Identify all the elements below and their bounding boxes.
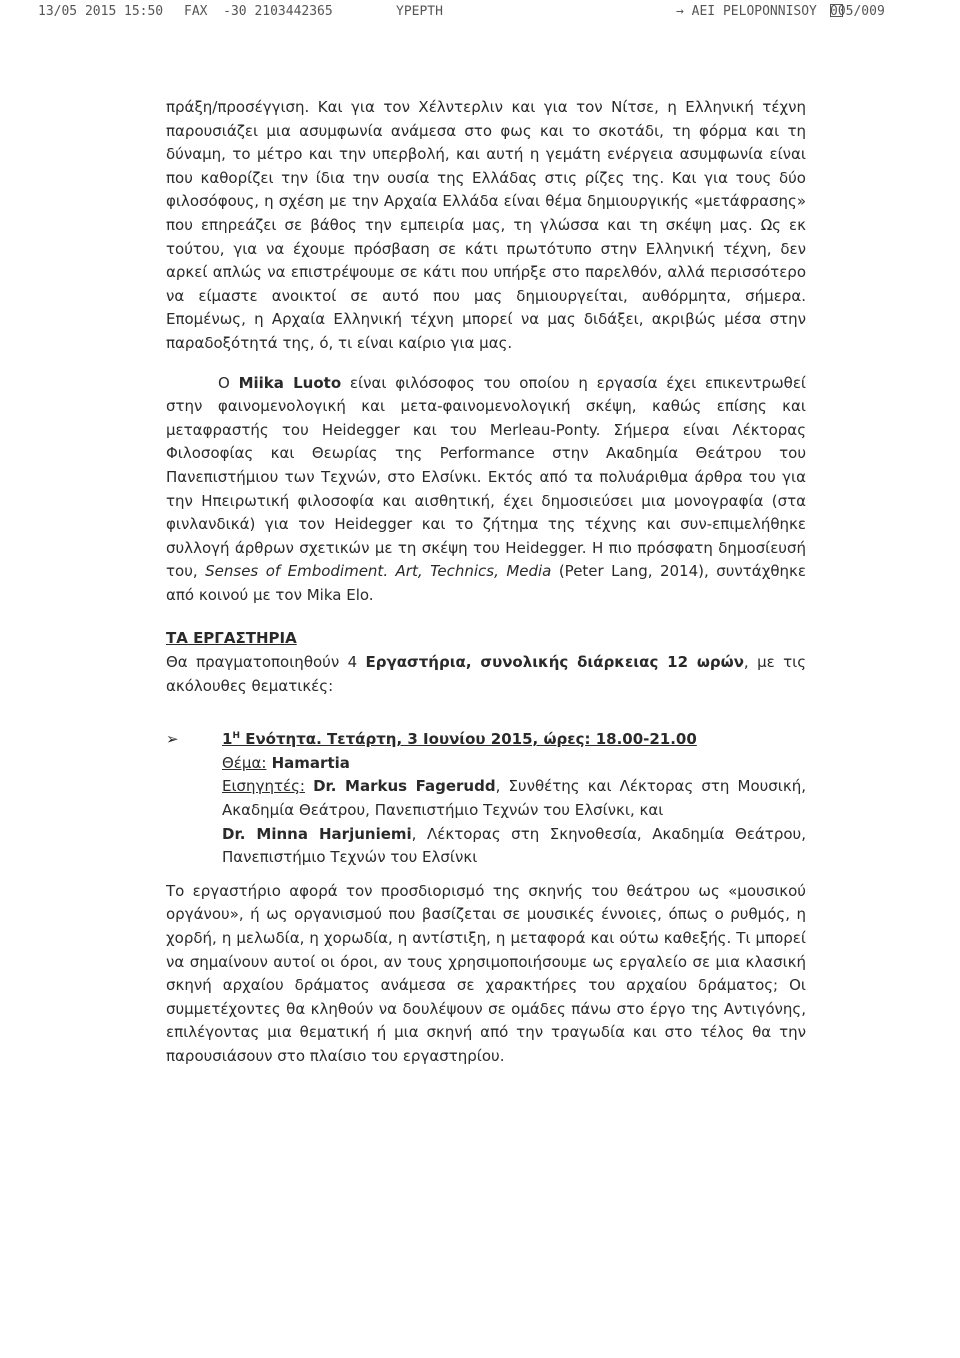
speaker2-name: Dr. Minna Harjuniemi	[222, 824, 412, 843]
workshops-intro-bold: Εργαστήρια, συνολικής διάρκειας 12 ωρών	[365, 653, 744, 672]
speakers-label: Εισηγητές:	[222, 777, 305, 796]
topic-line	[222, 752, 806, 776]
speaker2-details: , Λέκτορας στη Σκηνοθεσία, Ακαδημία Θεάτρου, Πανεπιστήμιο Τεχνών του Ελσίνκι	[222, 824, 806, 867]
bio-name: Miika Luoto	[238, 373, 342, 392]
speaker1-details: , Συνθέτης και Λέκτορας στη Μουσική, Ακαδημία Θεάτρου, Πανεπιστήμιο Τεχνών του Ελσίνκι, και	[222, 777, 806, 820]
workshop-item	[166, 728, 806, 870]
bio-tail: (Peter Lang, 2014), συντάχθηκε από κοινού με τον Mika Elo.	[166, 562, 806, 604]
bio-lead: Ο	[218, 373, 239, 392]
speaker2-line	[222, 823, 806, 870]
workshop-description: Το εργαστήριο αφορά τον προσδιορισμό της σκηνής του θεάτρου ως «μουσικού οργάνου», ή ως οργανισμού που βασίζεται σε μουσικές έννοιες, όπως ο ρυθμός, η χορδή, η μελωδία, η χορωδία, η αντίστιξη, η μεταφορά και ούτω καθεξής. Τι μπορεί να σημαίνουν αυτοί οι όροι, αν τους χρησιμοποιήσουμε ως εργαλείο σε μια κλασική σκηνή αρχαίου δράματος ανάμεσα σε χαρακτήρες του αρχαίου δράματος; Οι συμμετέχοντες θα κληθούν να δουλέψουν σε ομάδες πάνω στο έργο της Αντιγόνης, επιλέγοντας μια θεματική ή μια σκηνή από την τραγωδία και στο τέλος θα την παρουσιάσουν στο πλαίσιο του εργαστηρίου.	[166, 881, 806, 1065]
unit-rest: Ενότητα. Τετάρτη, 3 Ιουνίου 2015, ώρες: 18.00-21.00	[239, 730, 697, 749]
bio-book-title: Senses of Embodiment. Art, Technics, Media	[205, 562, 552, 581]
speaker1-name: Dr. Markus Fagerudd	[313, 777, 496, 796]
fax-destination: → AEI PELOPONNISOY	[676, 4, 817, 19]
unit-title	[222, 728, 806, 752]
fax-header	[0, 4, 960, 28]
unit-num: 1	[222, 730, 233, 749]
intro-paragraph: πράξη/προσέγγιση. Και για τον Χέλντερλιν και για τον Νίτσε, η Ελληνική τέχνη παρουσιάζει μια ασυμφωνία ανάμεσα στο φως και το σκοτάδι, τη φόρμα και τη δύναμη, το μέτρο και την υπερβολή, και αυτή η γεμάτη ενέργεια ασυμφωνία είναι που καθορίζει την ίδια την ουσία της Ελλάδας στις ρίζες της. Και για τους δύο φιλοσόφους, η σχέση με την Αρχαία Ελλάδα είναι θέμα δημιουργικής «μετάφρασης» που επηρεάζει σε βάθος την εμπειρία μας, τη γλώσσα και τη σκέψη μας. Ως εκ τούτου, για να έχουμε πρόσβαση σε κάτι πρωτότυπο στην Ελληνική τέχνη, δεν αρκεί απλώς να επιστρέψουμε σε κάτι που υπήρξε στο παρελθόν, αλλά περισσότερο να είμαστε ανοικτοί σε αυτό που μας δημιουργείται, αυθόρμητα, σήμερα. Επομένως, η Αρχαία Ελληνική τέχνη μπορεί να μας διδάξει, ακριβώς μέσα στην παραδοξότητά της, ό, τι είναι καίριο για μας.	[166, 98, 806, 352]
fax-sender: ΥΡΕΡΤΗ	[396, 4, 443, 19]
bio-paragraph	[166, 372, 806, 608]
document-body	[166, 96, 806, 1069]
unit-sup: Η	[232, 731, 240, 742]
bio-body: είναι φιλόσοφος του οποίου η εργασία έχει επικεντρωθεί στην φαινομενολογική και μετα-φαινομενολογική σκέψη, καθώς επίσης και μεταφραστής του Heidegger και του Merleau-Ponty. Σήμερα είναι Λέκτορας Φιλοσοφίας και Θεωρίας της Performance στην Ακαδημία Θεάτρου του Πανεπιστήμιου των Τεχνών, στο Ελσίνκι. Εκτός από τα πολυάριθμα άρθρα του για την Ηπειρωτική φιλοσοφία και αισθητική, έχει δημοσιεύσει μια μονογραφία (στα φινλανδικά) για τον Heidegger και το ζήτημα της τέχνης και συν-επιμελήθηκε συλλογή άρθρων σχετικών με τη σκέψη του Heidegger. Η πιο πρόσφατη δημοσίευσή του,	[166, 373, 806, 581]
fax-date: 13/05 2015	[38, 4, 117, 19]
topic-value: Hamartia	[266, 753, 350, 772]
topic-label: Θέμα:	[222, 753, 267, 772]
fax-page-value: 005/009	[830, 4, 885, 19]
speaker1-line	[222, 775, 806, 822]
arrow-bullet-icon: ➢	[166, 730, 179, 749]
workshops-intro-b: , με τις ακόλουθες θεματικές:	[166, 653, 806, 695]
workshops-intro	[166, 651, 806, 698]
workshops-intro-a: Θα πραγματοποιηθούν 4	[166, 653, 366, 672]
fax-time: 15:50	[124, 4, 164, 19]
section-heading: ΤΑ ΕΡΓΑΣΤΗΡΙΑ	[166, 629, 297, 648]
fax-number: FAX -30 2103442365	[184, 4, 333, 19]
